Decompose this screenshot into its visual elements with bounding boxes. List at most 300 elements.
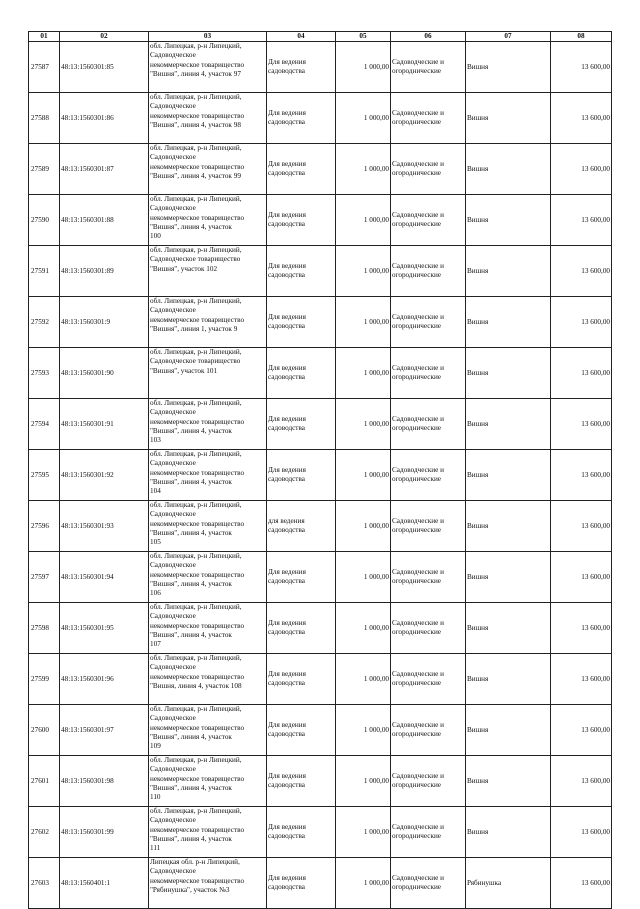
address-cell-line: обл. Липецкая, р-н Липецкий, bbox=[150, 654, 242, 663]
permitted-use-cell-line: Для ведения bbox=[268, 568, 306, 576]
address-cell-line: обл. Липецкая, р-н Липецкий, bbox=[150, 144, 242, 153]
partnership-name-cell: Вишня bbox=[466, 603, 551, 654]
address-cell-line: обл. Липецкая, р-н Липецкий, bbox=[150, 603, 242, 612]
address-cell-line: 103 bbox=[150, 436, 161, 445]
address-cell-line: некоммерческое товарищество bbox=[150, 315, 245, 324]
record-number-cell: 27602 bbox=[29, 807, 60, 858]
address-cell bbox=[149, 501, 267, 552]
permitted-use-cell-line: Для ведения bbox=[268, 619, 306, 627]
area-cell: 1 000,00 bbox=[336, 195, 391, 246]
address-cell-line: обл. Липецкая, р-н Липецкий, bbox=[150, 348, 242, 357]
cadastral-number-cell: 48:13:1560301:86 bbox=[60, 93, 149, 144]
land-category-cell-line: Садоводческие и bbox=[392, 109, 444, 117]
table-row bbox=[29, 705, 612, 756]
land-category-cell bbox=[391, 756, 466, 807]
permitted-use-cell-line: Для ведения bbox=[268, 721, 306, 729]
address-cell-line: 106 bbox=[150, 589, 161, 598]
address-cell-line: некоммерческое товарищество bbox=[150, 519, 245, 528]
permitted-use-cell bbox=[267, 552, 336, 603]
table-row bbox=[29, 144, 612, 195]
record-number-cell: 27597 bbox=[29, 552, 60, 603]
land-category-cell-line: огороднические bbox=[392, 883, 441, 892]
cadastral-number-cell: 48:13:1560301:97 bbox=[60, 705, 149, 756]
permitted-use-cell-line: садоводства bbox=[268, 67, 305, 76]
address-cell-line: "Вишня", линия 4, участок 97 bbox=[150, 69, 241, 78]
area-cell: 1 000,00 bbox=[336, 603, 391, 654]
partnership-name-cell: Вишня bbox=[466, 756, 551, 807]
address-cell bbox=[149, 348, 267, 399]
cadastral-number-cell: 48:13:1560301:93 bbox=[60, 501, 149, 552]
cadastral-number-cell: 48:13:1560401:1 bbox=[60, 858, 149, 909]
address-cell-line: обл. Липецкая, р-н Липецкий, bbox=[150, 42, 242, 51]
permitted-use-cell-line: садоводства bbox=[268, 526, 305, 535]
land-category-cell-line: Садоводческие и bbox=[392, 619, 444, 627]
table-row bbox=[29, 297, 612, 348]
land-category-cell-line: огороднические bbox=[392, 373, 441, 382]
land-category-cell bbox=[391, 858, 466, 909]
permitted-use-cell-line: Для ведения bbox=[268, 109, 306, 117]
cadastral-value-cell: 13 600,00 bbox=[551, 858, 612, 909]
cadastral-number-cell: 48:13:1560301:99 bbox=[60, 807, 149, 858]
permitted-use-cell bbox=[267, 501, 336, 552]
record-number-cell: 27594 bbox=[29, 399, 60, 450]
table-row bbox=[29, 246, 612, 297]
table-row bbox=[29, 399, 612, 450]
address-cell-line: обл. Липецкая, р-н Липецкий, bbox=[150, 195, 242, 204]
partnership-name-cell: Вишня bbox=[466, 552, 551, 603]
address-cell bbox=[149, 246, 267, 297]
land-category-cell bbox=[391, 501, 466, 552]
land-category-cell bbox=[391, 399, 466, 450]
record-number-cell: 27599 bbox=[29, 654, 60, 705]
address-cell-line: некоммерческое товарищество bbox=[150, 570, 245, 579]
partnership-name-cell: Вишня bbox=[466, 501, 551, 552]
address-cell bbox=[149, 756, 267, 807]
header-cell: 01 bbox=[29, 32, 60, 42]
permitted-use-cell-line: садоводства bbox=[268, 577, 305, 586]
area-cell: 1 000,00 bbox=[336, 297, 391, 348]
header-cell: 08 bbox=[551, 32, 612, 42]
address-cell-line: Садоводческое bbox=[150, 204, 196, 213]
address-cell-line: некоммерческое товарищество bbox=[150, 621, 245, 630]
permitted-use-cell-line: Для ведения bbox=[268, 466, 306, 474]
address-cell-line: Садоводческое bbox=[150, 714, 196, 723]
header-cell: 03 bbox=[149, 32, 267, 42]
land-category-cell-line: Садоводческие и bbox=[392, 58, 444, 66]
header-cell: 07 bbox=[466, 32, 551, 42]
cadastral-number-cell: 48:13:1560301:96 bbox=[60, 654, 149, 705]
permitted-use-cell bbox=[267, 654, 336, 705]
cadastral-number-cell: 48:13:1560301:94 bbox=[60, 552, 149, 603]
cadastral-value-cell: 13 600,00 bbox=[551, 450, 612, 501]
table-row bbox=[29, 603, 612, 654]
address-cell bbox=[149, 705, 267, 756]
cadastral-value-cell: 13 600,00 bbox=[551, 654, 612, 705]
record-number-cell: 27596 bbox=[29, 501, 60, 552]
permitted-use-cell bbox=[267, 705, 336, 756]
address-cell-line: Садоводческое товарищество bbox=[150, 255, 241, 264]
area-cell: 1 000,00 bbox=[336, 348, 391, 399]
record-number-cell: 27589 bbox=[29, 144, 60, 195]
address-cell-line: некоммерческое товарищество bbox=[150, 468, 245, 477]
address-cell bbox=[149, 144, 267, 195]
cadastral-value-cell: 13 600,00 bbox=[551, 807, 612, 858]
table-body bbox=[29, 42, 612, 909]
cadastral-value-cell: 13 600,00 bbox=[551, 93, 612, 144]
cadastral-value-cell: 13 600,00 bbox=[551, 756, 612, 807]
permitted-use-cell-line: садоводства bbox=[268, 169, 305, 178]
land-category-cell-line: Садоводческие и bbox=[392, 517, 444, 525]
permitted-use-cell bbox=[267, 399, 336, 450]
address-cell bbox=[149, 450, 267, 501]
cadastral-number-cell: 48:13:1560301:95 bbox=[60, 603, 149, 654]
permitted-use-cell-line: Для ведения bbox=[268, 160, 306, 168]
area-cell: 1 000,00 bbox=[336, 42, 391, 93]
land-category-cell-line: Садоводческие и bbox=[392, 262, 444, 270]
cadastral-number-cell: 48:13:1560301:98 bbox=[60, 756, 149, 807]
area-cell: 1 000,00 bbox=[336, 756, 391, 807]
area-cell: 1 000,00 bbox=[336, 654, 391, 705]
permitted-use-cell-line: Для ведения bbox=[268, 211, 306, 219]
partnership-name-cell: Вишня bbox=[466, 297, 551, 348]
cadastral-number-cell: 48:13:1560301:9 bbox=[60, 297, 149, 348]
record-number-cell: 27598 bbox=[29, 603, 60, 654]
permitted-use-cell bbox=[267, 297, 336, 348]
land-category-cell-line: огороднические bbox=[392, 271, 441, 280]
land-category-cell-line: Садоводческие и bbox=[392, 211, 444, 219]
record-number-cell: 27588 bbox=[29, 93, 60, 144]
land-category-cell-line: Садоводческие и bbox=[392, 670, 444, 678]
table-row bbox=[29, 348, 612, 399]
address-cell bbox=[149, 399, 267, 450]
address-cell-line: Садоводческое bbox=[150, 408, 196, 417]
address-cell-line: "Вишня", линия 4, участок bbox=[150, 630, 232, 639]
land-category-cell-line: огороднические bbox=[392, 118, 441, 127]
permitted-use-cell bbox=[267, 756, 336, 807]
land-category-cell-line: Садоводческие и bbox=[392, 874, 444, 882]
permitted-use-cell-line: садоводства bbox=[268, 373, 305, 382]
address-cell-line: 105 bbox=[150, 538, 161, 547]
land-category-cell-line: Садоводческие и bbox=[392, 721, 444, 729]
permitted-use-cell-line: Для ведения bbox=[268, 313, 306, 321]
address-cell-line: Садоводческое bbox=[150, 561, 196, 570]
land-category-cell-line: Садоводческие и bbox=[392, 415, 444, 423]
record-number-cell: 27590 bbox=[29, 195, 60, 246]
address-cell-line: некоммерческое товарищество bbox=[150, 60, 245, 69]
land-category-cell bbox=[391, 195, 466, 246]
permitted-use-cell-line: садоводства bbox=[268, 424, 305, 433]
partnership-name-cell: Вишня bbox=[466, 399, 551, 450]
partnership-name-cell: Вишня bbox=[466, 246, 551, 297]
address-cell-line: некоммерческое товарищество bbox=[150, 213, 245, 222]
address-cell-line: Садоводческое bbox=[150, 765, 196, 774]
area-cell: 1 000,00 bbox=[336, 807, 391, 858]
cadastral-number-cell: 48:13:1560301:90 bbox=[60, 348, 149, 399]
address-cell-line: Садоводческое bbox=[150, 867, 196, 876]
permitted-use-cell-line: Для ведения bbox=[268, 772, 306, 780]
partnership-name-cell: Рябинушка bbox=[466, 858, 551, 909]
record-number-cell: 27593 bbox=[29, 348, 60, 399]
record-number-cell: 27591 bbox=[29, 246, 60, 297]
permitted-use-cell-line: для ведения bbox=[268, 517, 305, 525]
address-cell bbox=[149, 297, 267, 348]
address-cell-line: некоммерческое товарищество bbox=[150, 774, 245, 783]
address-cell-line: некоммерческое товарищество bbox=[150, 417, 245, 426]
address-cell-line: обл. Липецкая, р-н Липецкий, bbox=[150, 552, 242, 561]
land-category-cell bbox=[391, 144, 466, 195]
address-cell-line: 104 bbox=[150, 487, 161, 496]
table-row bbox=[29, 756, 612, 807]
partnership-name-cell: Вишня bbox=[466, 93, 551, 144]
land-category-cell bbox=[391, 450, 466, 501]
land-category-cell-line: огороднические bbox=[392, 832, 441, 841]
permitted-use-cell-line: садоводства bbox=[268, 730, 305, 739]
area-cell: 1 000,00 bbox=[336, 501, 391, 552]
address-cell-line: "Вишня", линия 4, участок bbox=[150, 222, 232, 231]
permitted-use-cell bbox=[267, 348, 336, 399]
document-page bbox=[28, 31, 611, 909]
area-cell: 1 000,00 bbox=[336, 450, 391, 501]
address-cell-line: "Вишня", линия 1, участок 9 bbox=[150, 324, 238, 333]
address-cell-line: "Вишня", линия 4, участок bbox=[150, 732, 232, 741]
table-row bbox=[29, 807, 612, 858]
address-cell-line: обл. Липецкая, р-н Липецкий, bbox=[150, 450, 242, 459]
address-cell-line: Садоводческое bbox=[150, 459, 196, 468]
land-category-cell-line: огороднические bbox=[392, 424, 441, 433]
cadastral-value-cell: 13 600,00 bbox=[551, 297, 612, 348]
header-cell: 04 bbox=[267, 32, 336, 42]
land-category-cell-line: Садоводческие и bbox=[392, 772, 444, 780]
address-cell bbox=[149, 603, 267, 654]
table-row bbox=[29, 450, 612, 501]
header-cell: 06 bbox=[391, 32, 466, 42]
land-category-cell-line: огороднические bbox=[392, 730, 441, 739]
area-cell: 1 000,00 bbox=[336, 246, 391, 297]
permitted-use-cell bbox=[267, 42, 336, 93]
area-cell: 1 000,00 bbox=[336, 552, 391, 603]
permitted-use-cell-line: садоводства bbox=[268, 781, 305, 790]
address-cell-line: "Вишня", линия 4, участок 99 bbox=[150, 171, 241, 180]
table-row bbox=[29, 654, 612, 705]
permitted-use-cell-line: садоводства bbox=[268, 628, 305, 637]
address-cell-line: "Вишня, линия 4, участок 108 bbox=[150, 681, 242, 690]
address-cell-line: обл. Липецкая, р-н Липецкий, bbox=[150, 501, 242, 510]
table-row bbox=[29, 858, 612, 909]
address-cell-line: Садоводческое bbox=[150, 663, 196, 672]
area-cell: 1 000,00 bbox=[336, 93, 391, 144]
permitted-use-cell bbox=[267, 807, 336, 858]
address-cell bbox=[149, 654, 267, 705]
address-cell-line: обл. Липецкая, р-н Липецкий, bbox=[150, 246, 242, 255]
address-cell-line: обл. Липецкая, р-н Липецкий, bbox=[150, 756, 242, 765]
record-number-cell: 27603 bbox=[29, 858, 60, 909]
header-cell: 02 bbox=[60, 32, 149, 42]
partnership-name-cell: Вишня bbox=[466, 654, 551, 705]
cadastral-number-cell: 48:13:1560301:85 bbox=[60, 42, 149, 93]
address-cell-line: обл. Липецкая, р-н Липецкий, bbox=[150, 807, 242, 816]
area-cell: 1 000,00 bbox=[336, 399, 391, 450]
address-cell-line: "Вишня", линия 4, участок bbox=[150, 528, 232, 537]
cadastral-value-cell: 13 600,00 bbox=[551, 501, 612, 552]
land-category-cell-line: Садоводческие и bbox=[392, 466, 444, 474]
permitted-use-cell-line: садоводства bbox=[268, 220, 305, 229]
table-row bbox=[29, 93, 612, 144]
permitted-use-cell bbox=[267, 195, 336, 246]
land-category-cell bbox=[391, 552, 466, 603]
address-cell-line: некоммерческое товарищество bbox=[150, 111, 245, 120]
address-cell-line: "Вишня", линия 4, участок bbox=[150, 426, 232, 435]
address-cell-line: обл. Липецкая, р-н Липецкий, bbox=[150, 297, 242, 306]
land-category-cell-line: огороднические bbox=[392, 577, 441, 586]
address-cell-line: Садоводческое bbox=[150, 306, 196, 315]
cadastral-value-cell: 13 600,00 bbox=[551, 603, 612, 654]
permitted-use-cell-line: садоводства bbox=[268, 679, 305, 688]
table-row bbox=[29, 195, 612, 246]
permitted-use-cell-line: Для ведения bbox=[268, 58, 306, 66]
land-category-cell bbox=[391, 42, 466, 93]
permitted-use-cell-line: Для ведения bbox=[268, 874, 306, 882]
address-cell-line: обл. Липецкая, р-н Липецкий, bbox=[150, 399, 242, 408]
partnership-name-cell: Вишня bbox=[466, 348, 551, 399]
land-category-cell-line: Садоводческие и bbox=[392, 364, 444, 372]
record-number-cell: 27592 bbox=[29, 297, 60, 348]
permitted-use-cell-line: Для ведения bbox=[268, 415, 306, 423]
permitted-use-cell-line: садоводства bbox=[268, 883, 305, 892]
land-category-cell bbox=[391, 705, 466, 756]
address-cell-line: Липецкая обл. р-н Липецкий, bbox=[150, 858, 240, 867]
permitted-use-cell bbox=[267, 603, 336, 654]
address-cell bbox=[149, 552, 267, 603]
address-cell-line: "Вишня", участок 101 bbox=[150, 366, 218, 375]
address-cell-line: 109 bbox=[150, 742, 161, 751]
address-cell-line: Садоводческое bbox=[150, 153, 196, 162]
permitted-use-cell-line: садоводства bbox=[268, 271, 305, 280]
permitted-use-cell bbox=[267, 144, 336, 195]
address-cell bbox=[149, 42, 267, 93]
header-cell: 05 bbox=[336, 32, 391, 42]
area-cell: 1 000,00 bbox=[336, 144, 391, 195]
cadastral-value-cell: 13 600,00 bbox=[551, 399, 612, 450]
address-cell-line: некоммерческое товарищество bbox=[150, 672, 245, 681]
cadastral-number-cell: 48:13:1560301:87 bbox=[60, 144, 149, 195]
table-row bbox=[29, 552, 612, 603]
address-cell-line: 111 bbox=[150, 844, 161, 853]
address-cell-line: некоммерческое товарищество bbox=[150, 876, 245, 885]
land-category-cell bbox=[391, 654, 466, 705]
land-category-cell-line: огороднические bbox=[392, 526, 441, 535]
permitted-use-cell bbox=[267, 93, 336, 144]
cadastral-value-cell: 13 600,00 bbox=[551, 552, 612, 603]
address-cell-line: "Вишня", линия 4, участок bbox=[150, 579, 232, 588]
record-number-cell: 27601 bbox=[29, 756, 60, 807]
table-row bbox=[29, 42, 612, 93]
permitted-use-cell-line: Для ведения bbox=[268, 262, 306, 270]
land-category-cell-line: Садоводческие и bbox=[392, 313, 444, 321]
cadastral-value-cell: 13 600,00 bbox=[551, 42, 612, 93]
land-category-cell bbox=[391, 603, 466, 654]
permitted-use-cell bbox=[267, 858, 336, 909]
cadastral-value-cell: 13 600,00 bbox=[551, 246, 612, 297]
address-cell-line: Садоводческое bbox=[150, 510, 196, 519]
land-plots-table bbox=[28, 31, 612, 909]
record-number-cell: 27587 bbox=[29, 42, 60, 93]
permitted-use-cell-line: Для ведения bbox=[268, 670, 306, 678]
partnership-name-cell: Вишня bbox=[466, 195, 551, 246]
record-number-cell: 27595 bbox=[29, 450, 60, 501]
permitted-use-cell-line: садоводства bbox=[268, 832, 305, 841]
partnership-name-cell: Вишня bbox=[466, 144, 551, 195]
area-cell: 1 000,00 bbox=[336, 705, 391, 756]
permitted-use-cell-line: садоводства bbox=[268, 475, 305, 484]
address-cell-line: Садоводческое bbox=[150, 51, 196, 60]
cadastral-value-cell: 13 600,00 bbox=[551, 705, 612, 756]
permitted-use-cell bbox=[267, 450, 336, 501]
address-cell-line: некоммерческое товарищество bbox=[150, 162, 245, 171]
address-cell bbox=[149, 195, 267, 246]
cadastral-value-cell: 13 600,00 bbox=[551, 195, 612, 246]
land-category-cell-line: огороднические bbox=[392, 781, 441, 790]
address-cell-line: "Вишня", линия 4, участок bbox=[150, 477, 232, 486]
header-row bbox=[29, 32, 612, 42]
address-cell-line: 100 bbox=[150, 232, 161, 241]
land-category-cell-line: огороднические bbox=[392, 475, 441, 484]
permitted-use-cell bbox=[267, 246, 336, 297]
land-category-cell bbox=[391, 297, 466, 348]
record-number-cell: 27600 bbox=[29, 705, 60, 756]
address-cell-line: Садоводческое bbox=[150, 612, 196, 621]
permitted-use-cell-line: Для ведения bbox=[268, 364, 306, 372]
land-category-cell bbox=[391, 807, 466, 858]
address-cell-line: Садоводческое товарищество bbox=[150, 357, 241, 366]
partnership-name-cell: Вишня bbox=[466, 450, 551, 501]
address-cell-line: 110 bbox=[150, 793, 161, 802]
cadastral-number-cell: 48:13:1560301:91 bbox=[60, 399, 149, 450]
land-category-cell-line: Садоводческие и bbox=[392, 823, 444, 831]
land-category-cell bbox=[391, 348, 466, 399]
partnership-name-cell: Вишня bbox=[466, 705, 551, 756]
address-cell-line: 107 bbox=[150, 640, 161, 649]
address-cell bbox=[149, 807, 267, 858]
table-row bbox=[29, 501, 612, 552]
address-cell bbox=[149, 93, 267, 144]
cadastral-number-cell: 48:13:1560301:92 bbox=[60, 450, 149, 501]
partnership-name-cell: Вишня bbox=[466, 807, 551, 858]
address-cell-line: "Вишня", линия 4, участок bbox=[150, 834, 232, 843]
land-category-cell bbox=[391, 93, 466, 144]
cadastral-value-cell: 13 600,00 bbox=[551, 144, 612, 195]
address-cell-line: Садоводческое bbox=[150, 102, 196, 111]
area-cell: 1 000,00 bbox=[336, 858, 391, 909]
land-category-cell-line: огороднические bbox=[392, 220, 441, 229]
address-cell-line: некоммерческое товарищество bbox=[150, 825, 245, 834]
land-category-cell bbox=[391, 246, 466, 297]
address-cell-line: "Вишня", линия 4, участок bbox=[150, 783, 232, 792]
land-category-cell-line: огороднические bbox=[392, 169, 441, 178]
address-cell-line: обл. Липецкая, р-н Липецкий, bbox=[150, 705, 242, 714]
cadastral-value-cell: 13 600,00 bbox=[551, 348, 612, 399]
partnership-name-cell: Вишня bbox=[466, 42, 551, 93]
address-cell-line: "Рябинушка", участок №3 bbox=[150, 885, 230, 894]
address-cell-line: обл. Липецкая, р-н Липецкий, bbox=[150, 93, 242, 102]
address-cell-line: "Вишня", линия 4, участок 98 bbox=[150, 120, 241, 129]
land-category-cell-line: огороднические bbox=[392, 322, 441, 331]
permitted-use-cell-line: Для ведения bbox=[268, 823, 306, 831]
address-cell-line: Садоводческое bbox=[150, 816, 196, 825]
cadastral-number-cell: 48:13:1560301:89 bbox=[60, 246, 149, 297]
address-cell bbox=[149, 858, 267, 909]
land-category-cell-line: огороднические bbox=[392, 67, 441, 76]
permitted-use-cell-line: садоводства bbox=[268, 322, 305, 331]
